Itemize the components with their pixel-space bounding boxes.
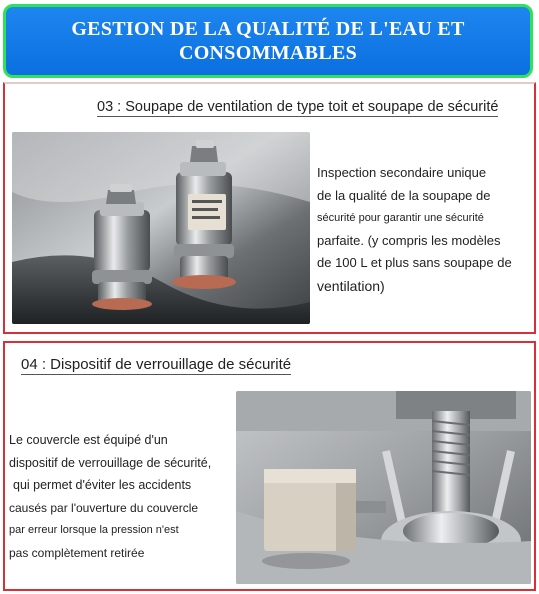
description-line: de 100 L et plus sans soupape de [317,255,512,270]
section-description [317,162,532,297]
description-line: qui permet d'éviter les accidents [13,478,192,492]
description-line: de la qualité de la soupape de [317,187,491,203]
section-heading: 03 : Soupape de ventilation de type toit et soupape de sécurité [97,99,499,115]
safety-lock-photo [236,391,531,584]
banner-title: GESTION DE LA QUALITÉ DE L'EAU ET CONSOMMABLES [71,18,465,64]
description-line: sécurité pour garantir une sécurité [317,212,484,224]
description-line: parfaite. (y compris les modèles [317,232,501,248]
section-safety-valve [3,82,536,334]
description-line: ventilation) [317,277,385,294]
section-heading: 04 : Dispositif de verrouillage de sécurité [21,356,292,373]
section-description [9,429,239,564]
description-line: Inspection secondaire unique [317,165,487,180]
section-safety-lock [3,341,536,591]
description-line: causés par l'ouverture du couvercle [9,500,199,515]
description-line: pas complètement retirée [9,545,145,560]
description-line: par erreur lorsque la pression n'est [9,524,179,536]
description-line: dispositif de verrouillage de sécurité, [9,455,212,470]
description-line: Le couvercle est équipé d'un [9,433,168,447]
title-banner [3,4,533,78]
safety-valve-photo [12,132,310,324]
